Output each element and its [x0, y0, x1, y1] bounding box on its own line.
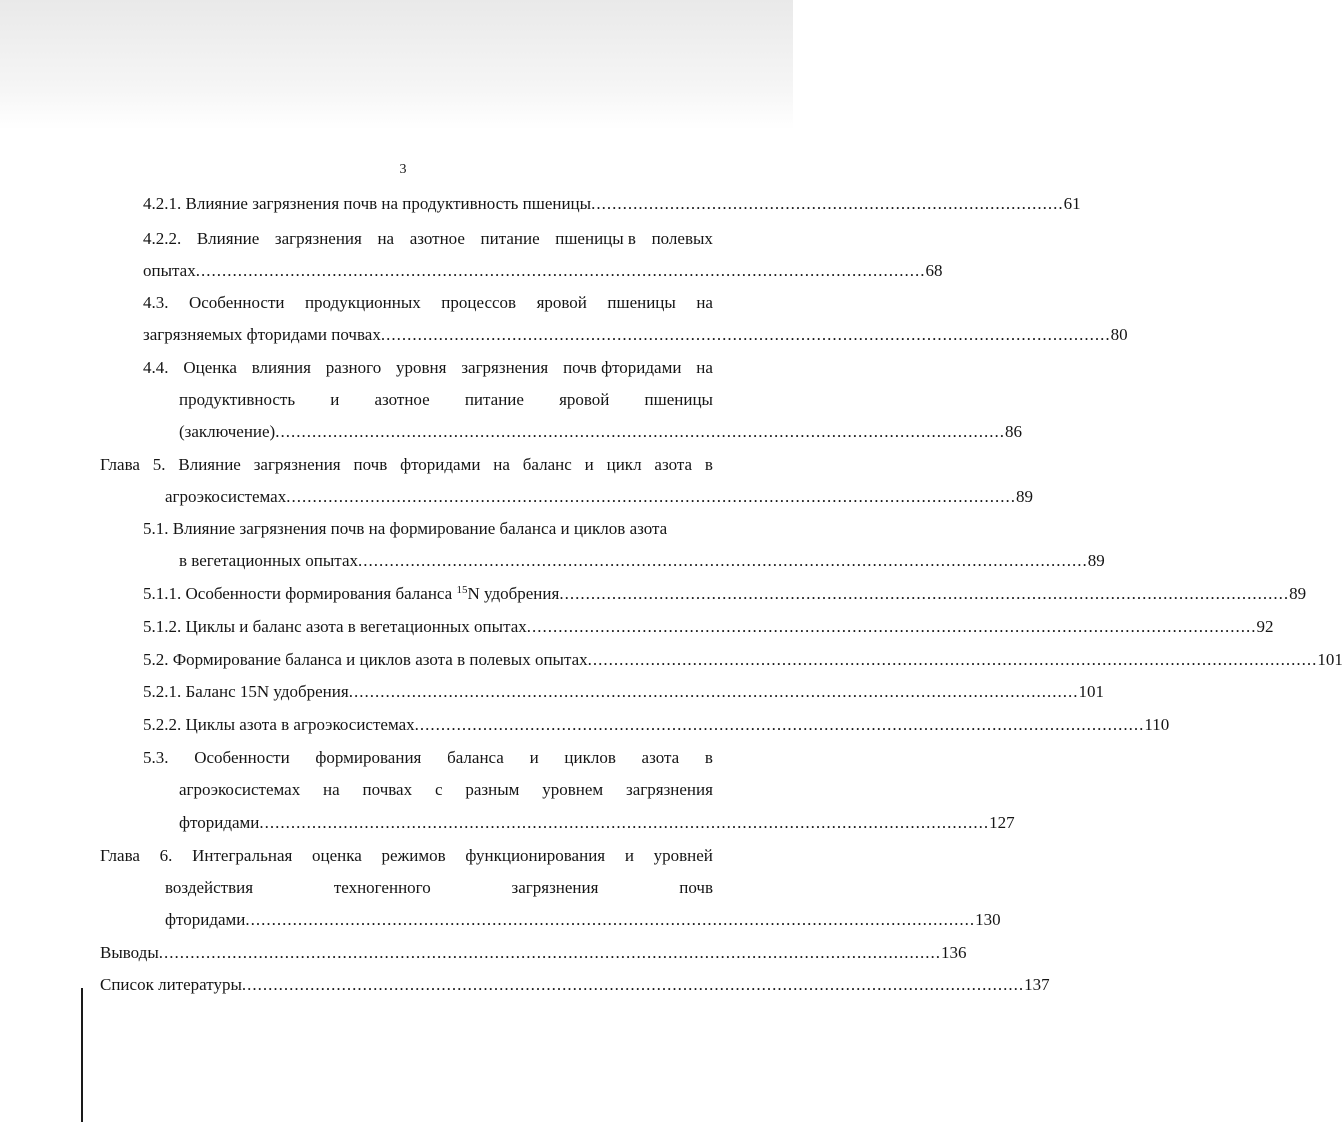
dot-leader: ........................................................................................................................................... — [275, 422, 1005, 441]
toc-entry-page: 130 — [975, 910, 1001, 929]
dot-leader: ........................................................................................................................................... — [245, 910, 976, 929]
toc-entry-page: 89 — [1289, 584, 1307, 603]
toc-entry-4-4-line1: 4.4. Оценка влияния разного уровня загрязнения почв фторидами на — [143, 358, 713, 377]
dot-leader: ........................................................................................................................................... — [195, 261, 926, 280]
toc-entry-5-1-line2: в вегетационных опытах ........................................................................................................................................... 89 — [179, 549, 713, 573]
toc-entry-4-2-2-line2: опытах ........................................................................................................................................... 68 — [143, 259, 713, 283]
toc-conclusions: Выводы ..................................................................................................................................................... 136 — [100, 941, 713, 965]
toc-entry-5-1-2: 5.1.2. Циклы и баланс азота в вегетационных опытах ........................................................................................................................................... 92 — [143, 615, 713, 639]
dot-leader: ........................................................................................................................................... — [348, 682, 1079, 701]
page-number: 3 — [399, 162, 407, 177]
toc-entry-5-1-1: 5.1.1. Особенности формирования баланса $^{15}$N удобрения ........................................................................................................................................... 89 — [143, 582, 713, 606]
scan-margin-line — [81, 988, 83, 1122]
toc-references: Список литературы ..................................................................................................................................................... 137 — [100, 973, 713, 997]
toc-entry-5-3-line3: фторидами ........................................................................................................................................... 127 — [179, 811, 713, 835]
dot-leader: .......................................................................................... — [591, 194, 1064, 213]
dot-leader: ........................................................................................................................................... — [587, 650, 1318, 669]
toc-entry-5-2-1: 5.2.1. Баланс 15N удобрения ........................................................................................................................................... 101 — [143, 680, 713, 704]
dot-leader: ........................................................................................................................................... — [380, 325, 1111, 344]
toc-entry-5-2: 5.2. Формирование баланса и циклов азота в полевых опытах ........................................................................................................................................... 101 — [143, 648, 713, 672]
toc-chapter-5-line2: агроэкосистемах ........................................................................................................................................... 89 — [165, 485, 713, 509]
toc-chapter-5-line1: Глава 5. Влияние загрязнения почв фторидами на баланс и цикл азота в — [100, 455, 713, 474]
toc-entry-page: 61 — [1063, 194, 1081, 213]
dot-leader: ........................................................................................................................................... — [526, 617, 1257, 636]
toc-entry-4-2-1 — [143, 192, 1081, 216]
toc-entry-page: 137 — [1024, 975, 1050, 994]
dot-leader: ........................................................................................................................................... — [559, 584, 1290, 603]
dot-leader: ........................................................................................................................................... — [414, 715, 1145, 734]
scan-shadow — [0, 0, 793, 130]
dot-leader: ..................................................................................................................................................... — [241, 975, 1025, 994]
toc-entry-4-4-line3: (заключение) ........................................................................................................................................... 86 — [179, 420, 713, 444]
toc-entry-page: 110 — [1144, 715, 1170, 734]
toc-entry-4-4-line2: продуктивность и азотное питание яровой пшеницы — [179, 390, 713, 409]
toc-chapter-6-line3: фторидами ........................................................................................................................................... 130 — [165, 908, 713, 932]
dot-leader: ........................................................................................................................................... — [286, 487, 1016, 506]
toc-entry-5-3-line2: агроэкосистемах на почвах с разным уровнем загрязнения — [179, 780, 713, 799]
toc-entry-4-3-line2: загрязняемых фторидами почвах ........................................................................................................................................... 80 — [143, 323, 713, 347]
toc-entry-page: 89 — [1015, 487, 1033, 506]
toc-entry-5-1-line1: 5.1. Влияние загрязнения почв на формирование баланса и циклов азота — [143, 519, 668, 538]
toc-entry-5-3-line1: 5.3. Особенности формирования баланса и циклов азота в — [143, 748, 713, 767]
toc-entry-page: 101 — [1078, 682, 1104, 701]
toc-entry-page: 92 — [1256, 617, 1274, 636]
dot-leader: ..................................................................................................................................................... — [158, 943, 942, 962]
toc-entry-page: 101 — [1317, 650, 1343, 669]
dot-leader: ........................................................................................................................................... — [358, 551, 1088, 570]
toc-chapter-6-line2: воздействия техногенного загрязнения почв — [165, 878, 713, 897]
toc-chapter-6-line1: Глава 6. Интегральная оценка режимов функционирования и уровней — [100, 846, 713, 865]
toc-entry-page: 136 — [941, 943, 967, 962]
toc-entry-page: 86 — [1004, 422, 1022, 441]
toc-entry-title: 4.2.1. Влияние загрязнения почв на продуктивность пшеницы — [143, 194, 592, 213]
toc-entry-page: 127 — [989, 813, 1015, 832]
toc-entry-4-2-2-line1: 4.2.2. Влияние загрязнения на азотное питание пшеницы в полевых — [143, 229, 713, 248]
toc-entry-4-3-line1: 4.3. Особенности продукционных процессов яровой пшеницы на — [143, 293, 713, 312]
toc-entry-5-2-2: 5.2.2. Циклы азота в агроэкосистемах ........................................................................................................................................... 110 — [143, 713, 713, 737]
toc-entry-page: 89 — [1087, 551, 1105, 570]
toc-entry-page: 68 — [925, 261, 943, 280]
toc-entry-page: 80 — [1110, 325, 1128, 344]
dot-leader: ........................................................................................................................................... — [259, 813, 990, 832]
